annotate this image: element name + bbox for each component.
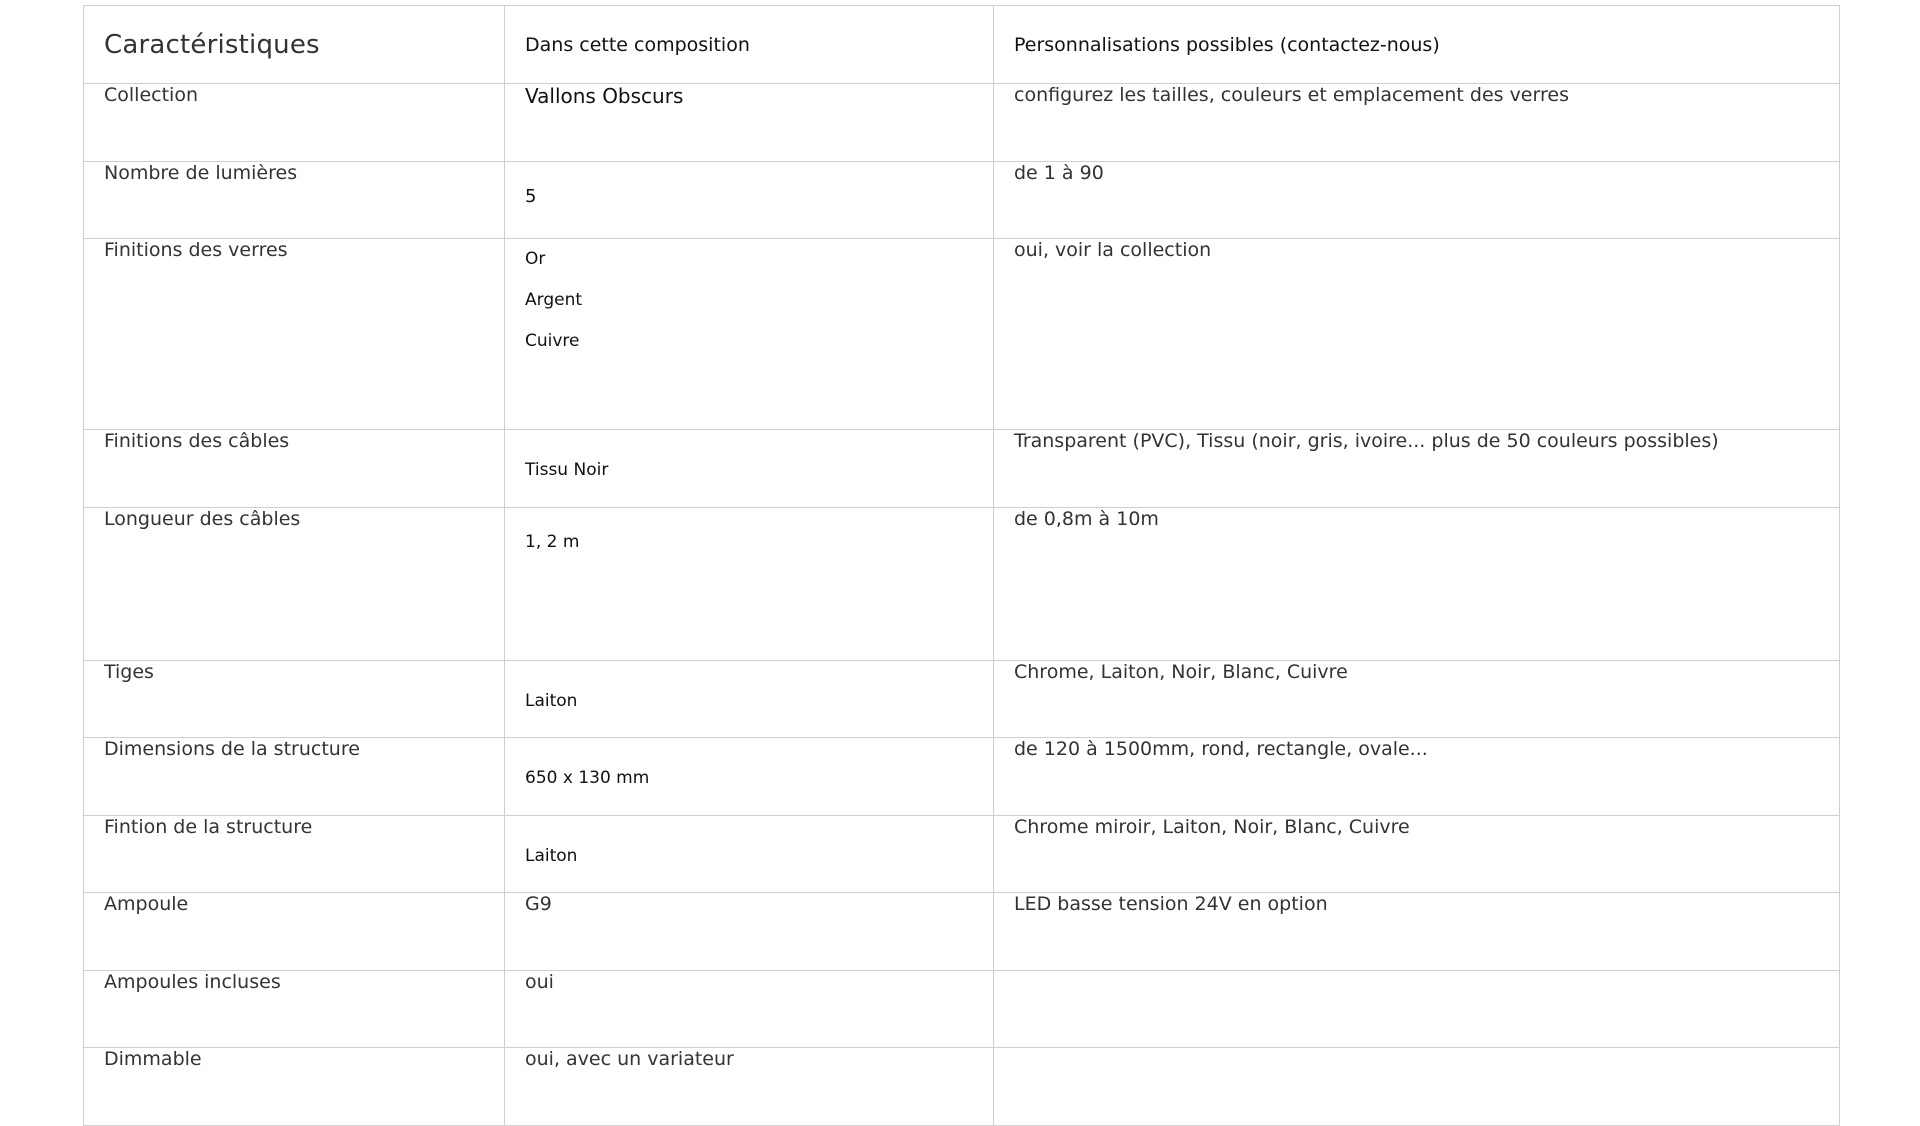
table-header-row — [84, 6, 1840, 84]
row-label: Ampoule — [84, 893, 505, 971]
row-option: Chrome, Laiton, Noir, Blanc, Cuivre — [994, 660, 1840, 738]
row-label: Longueur des câbles — [84, 507, 505, 660]
table-row — [84, 430, 1840, 508]
row-option: de 1 à 90 — [994, 161, 1840, 239]
row-value: 650 x 130 mm — [505, 738, 994, 816]
table-row — [84, 660, 1840, 738]
row-option: de 120 à 1500mm, rond, rectangle, ovale... — [994, 738, 1840, 816]
row-option: LED basse tension 24V en option — [994, 893, 1840, 971]
row-option: Transparent (PVC), Tissu (noir, gris, ivoire... plus de 50 couleurs possibles) — [994, 430, 1840, 508]
table-row — [84, 239, 1840, 430]
finish-item: Cuivre — [525, 331, 580, 351]
row-label: Ampoules incluses — [84, 970, 505, 1048]
row-label: Tiges — [84, 660, 505, 738]
row-label: Finitions des câbles — [84, 430, 505, 508]
row-label: Finitions des verres — [84, 239, 505, 430]
row-value: 1, 2 m — [505, 507, 994, 660]
row-value: G9 — [505, 893, 994, 971]
row-option — [994, 1048, 1840, 1126]
row-value: Vallons Obscurs — [505, 84, 994, 162]
finish-list — [505, 239, 994, 430]
row-value: oui, avec un variateur — [505, 1048, 994, 1126]
header-composition: Dans cette composition — [505, 6, 994, 84]
row-label: Nombre de lumières — [84, 161, 505, 239]
finish-item: Argent — [525, 290, 583, 310]
table-row — [84, 161, 1840, 239]
row-value: Tissu Noir — [505, 430, 994, 508]
table-row — [84, 507, 1840, 660]
table-row — [84, 738, 1840, 816]
row-option: de 0,8m à 10m — [994, 507, 1840, 660]
row-value: Laiton — [505, 815, 994, 893]
specifications-table — [83, 5, 1840, 1126]
row-option: configurez les tailles, couleurs et emplacement des verres — [994, 84, 1840, 162]
row-option: oui, voir la collection — [994, 239, 1840, 430]
row-value: Laiton — [505, 660, 994, 738]
header-personnalisations: Personnalisations possibles (contactez-nous) — [994, 6, 1840, 84]
row-label: Dimensions de la structure — [84, 738, 505, 816]
row-label: Dimmable — [84, 1048, 505, 1126]
row-option: Chrome miroir, Laiton, Noir, Blanc, Cuivre — [994, 815, 1840, 893]
row-label: Collection — [84, 84, 505, 162]
table-row — [84, 970, 1840, 1048]
finish-item: Or — [525, 249, 546, 269]
table-row — [84, 893, 1840, 971]
row-value: 5 — [505, 161, 994, 239]
row-option — [994, 970, 1840, 1048]
table-row — [84, 815, 1840, 893]
header-caracteristiques: Caractéristiques — [84, 6, 505, 84]
row-value: oui — [505, 970, 994, 1048]
table-row — [84, 84, 1840, 162]
table-row — [84, 1048, 1840, 1126]
row-label: Fintion de la structure — [84, 815, 505, 893]
